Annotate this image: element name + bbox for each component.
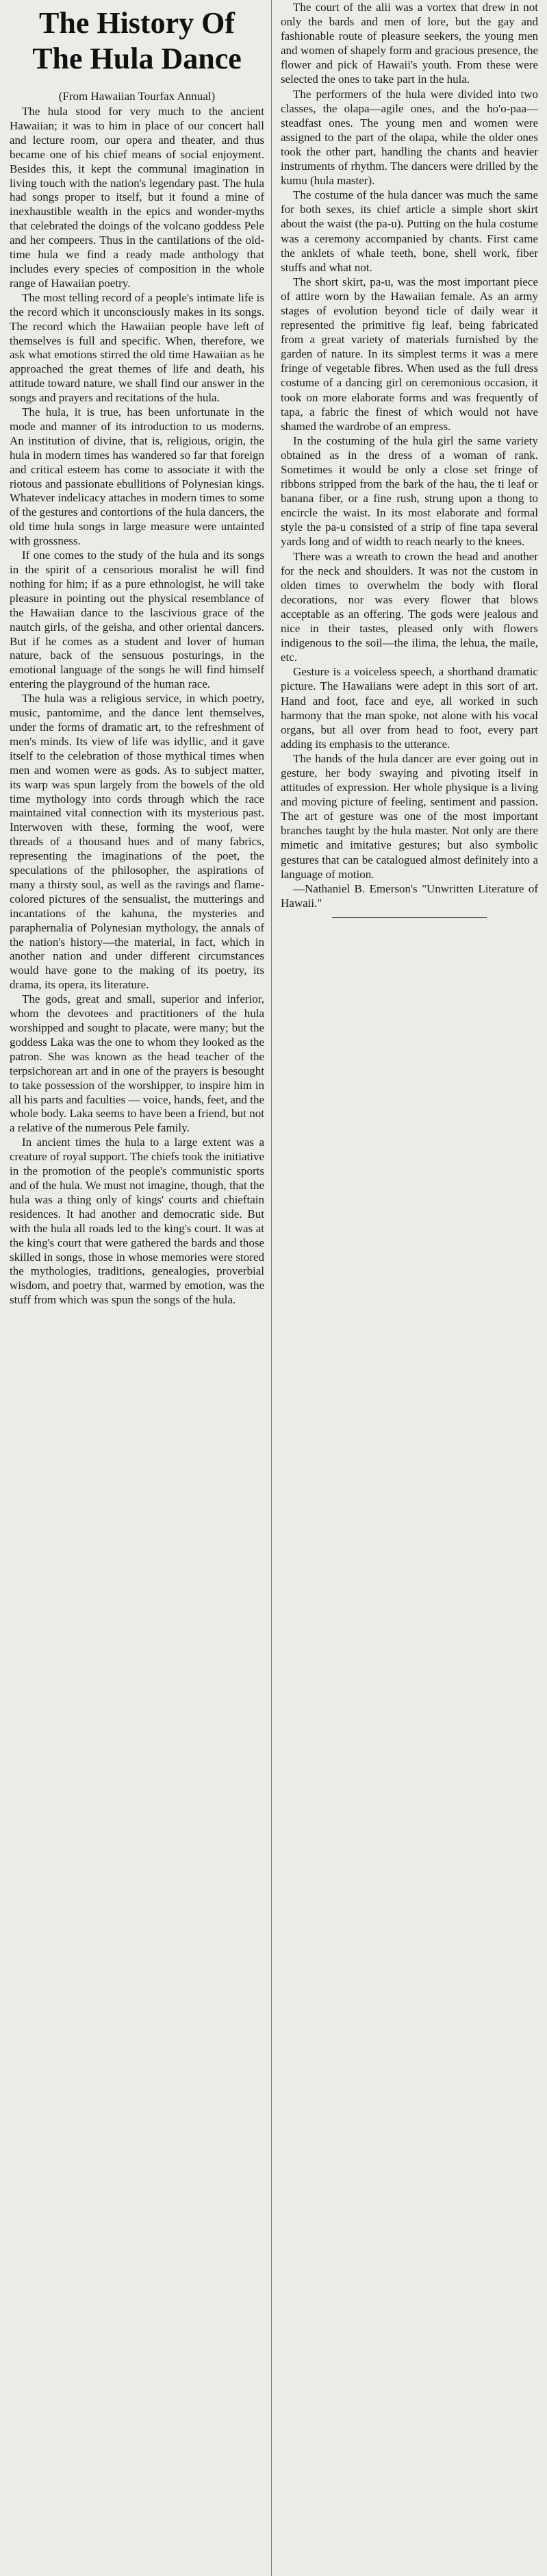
right-column — [275, 0, 542, 2576]
article-paragraph: The hula stood for very much to the ancient Hawaiian; it was to him in place of our concert hall and lecture room, our opera and theater, and thus became one of his chief means of social enjoyment. Besides this, it kept the communal imagination in living touch with the nation's legendary past. The hula had songs proper to itself, but it found a mine of inexhaustible wealth in the epics and wonder-myths that celebrated the doings of the volcano goddess Pele and her compeers. Thus in the cantilations of the old-time hula we find a ready made anthology that includes every species of composition in the whole range of Hawaiian poetry. — [10, 105, 264, 290]
article-paragraph: The performers of the hula were divided into two classes, the olapa—agile ones, and the ho'o-paa—steadfast ones. The young men and women were assigned to the part of the olapa, while the older ones took the other part, handling the chants and heavier instruments of rhythm. The dancers were drilled by the kumu (hula master). — [281, 87, 538, 188]
headline-line-1: The History Of — [39, 6, 235, 40]
end-of-article-rule — [332, 917, 487, 918]
article-source-byline: (From Hawaiian Tourfax Annual) — [58, 90, 216, 103]
article-paragraph: The court of the alii was a vortex that drew in not only the bards and men of lore, but the gay and fashionable route of pleasure seekers, the young men and women of shapely form and gracious presence, the flower and pick of Hawaii's youth. From these were selected the ones to take part in the hula. — [281, 1, 538, 86]
article-paragraph: In ancient times the hula to a large extent was a creature of royal support. The chiefs took the initiative in the promotion of the people's communistic sports and of the hula. We must not imagine, though, that the hula was a thing only of kings' courts and chieftain residences. It had another and democratic side. But with the hula all roads led to the king's court. It was at the king's court that were gathered the bards and those skilled in songs, those in whose memories were stored the mythologies, traditions, genealogies, proverbial wisdom, and poetry that, warmed by emotion, was the stuff from which was spun the songs of the hula. — [10, 1136, 264, 1307]
source-citation: —Nathaniel B. Emerson's "Unwritten Literature of Hawaii." — [281, 881, 538, 910]
article-paragraph: The hula was a religious service, in which poetry, music, pantomime, and the dance lent themselves, under the forms of dramatic art, to the refreshment of men's minds. Its view of life was idyllic, and it gave itself to the celebration of those mythical times when men and women were as gods. As to subject matter, its warp was spun largely from the bowels of the old time mythology into cords through which the race maintained vital connection with its mysterious past. Interwoven with these, forming the woof, were threads of a thousand hues and of many fabrics, representing the imaginations of the poet, the speculations of the philosopher, the aspirations of many a thirsty soul, as well as the ravings and flame-colored pictures of the sensualist, the mutterings and incantations of the kahuna, the mysteries and paraphernalia of Polynesian mythology, the annals of the nation's history—the material, in fact, which in another nation and under different circumstances would have gone to the making of its poetry, its drama, its opera, its literature. — [10, 692, 264, 992]
article-paragraph: The hands of the hula dancer are ever going out in gesture, her body swaying and pivoting itself in attitudes of expression. Her whole physique is a living and moving picture of feeling, sentiment and passion. The art of gesture was one of the most important branches taught by the hula master. Not only are there mimetic and imitative gestures; but also symbolic gestures that can be catalogued almost definitely into a language of motion. — [281, 751, 538, 881]
left-column — [5, 0, 268, 2576]
article-paragraph: If one comes to the study of the hula and its songs in the spirit of a censorious moralist he will find nothing for him; if as a pure ethnologist, he will take pleasure in pointing out the physical resemblance of the Hawaiian dance to the lascivious grace of the nautch girls, of the geisha, and other oriental dancers. But if he comes as a student and lover of human nature, back of the sensuous posturings, in the emotional language of the songs he will find himself entering the playground of the human race. — [10, 549, 264, 691]
article-headline — [10, 5, 264, 77]
article-paragraph: Gesture is a voiceless speech, a shorthand dramatic picture. The Hawaiians were adept in this sort of art. Hand and foot, face and eye, all worked in such harmony that the man spoke, not alone with his vocal organs, but all over from head to foot, every part adding its emphasis to the utterance. — [281, 665, 538, 751]
article-paragraph: The short skirt, pa-u, was the most important piece of attire worn by the Hawaiian female. As an army stages of evolution beyond ticle of daily wear it represented the primitive fig leaf, being fabricated from a great variety of materials furnished by the garden of nature. In its simplest terms it was a mere fringe of vegetable fibres. When used as the full dress costume of a dancing girl on ceremonious occasion, it took on more elaborate forms and was frequently of tapa, a fabric the finest of which would not have shamed the wardrobe of an empress. — [281, 275, 538, 433]
article-paragraph: The most telling record of a people's intimate life is the record which it unconsciously makes in its songs. The record which the Hawaiian people have left of themselves is full and specific. When, therefore, we ask what emotions stirred the old time Hawaiian as he approached the great themes of life and death, his attitude toward nature, we shall find our answer in the songs and prayers and recitations of the hula. — [10, 290, 264, 405]
article-paragraph: In the costuming of the hula girl the same variety obtained as in the dress of a woman of rank. Sometimes it would be only a close set fringe of ribbons stripped from the bark of the hau, the ti leaf or banana fiber, or a fine rush, strung upon a thong to encircle the waist. In its most elaborate and formal style the pa-u consisted of a strip of fine tapa several yards long and of width to reach nearly to the knees. — [281, 434, 538, 549]
headline-line-2: The Hula Dance — [32, 42, 242, 75]
article-paragraph: There was a wreath to crown the head and another for the neck and shoulders. It was not the custom in olden times to overwhelm the body with floral decorations, nor was every flower that blows acceptable as an offering. The gods were jealous and nice in their tastes, pleased only with flowers indigenous to the soil—the ilima, the lehua, the maile, etc. — [281, 549, 538, 664]
column-divider — [271, 0, 272, 2576]
article-paragraph: The hula, it is true, has been unfortunate in the mode and manner of its introduction to us moderns. An institution of divine, that is, religious, origin, the hula in modern times has wandered so far that foreign and critical esteem has come to associate it with the riotous and passionate ebullitions of Polynesian kings. Whatever indelicacy attaches in modern times to some of the gestures and contortions of the hula dancers, the old time hula songs in large measure were untainted with grossness. — [10, 405, 264, 548]
article-paragraph: The gods, great and small, superior and inferior, whom the devotees and practitioners of the hula worshipped and sought to placate, were many; but the goddess Laka was the one to whom they looked as the patron. She was known as the head teacher of the terpsichorean art and in one of the prayers is besought to take possession of the worshipper, to inspire him in all his parts and faculties — voice, hands, feet, and the whole body. Laka seems to have been a friend, but not a relative of the numerous Pele family. — [10, 992, 264, 1135]
article-paragraph: The costume of the hula dancer was much the same for both sexes, its chief article a simple short skirt about the waist (the pa-u). Putting on the hula costume was a ceremony accompanied by chants. First came the anklets of whale teeth, bone, shell work, fiber stuffs and what not. — [281, 188, 538, 274]
